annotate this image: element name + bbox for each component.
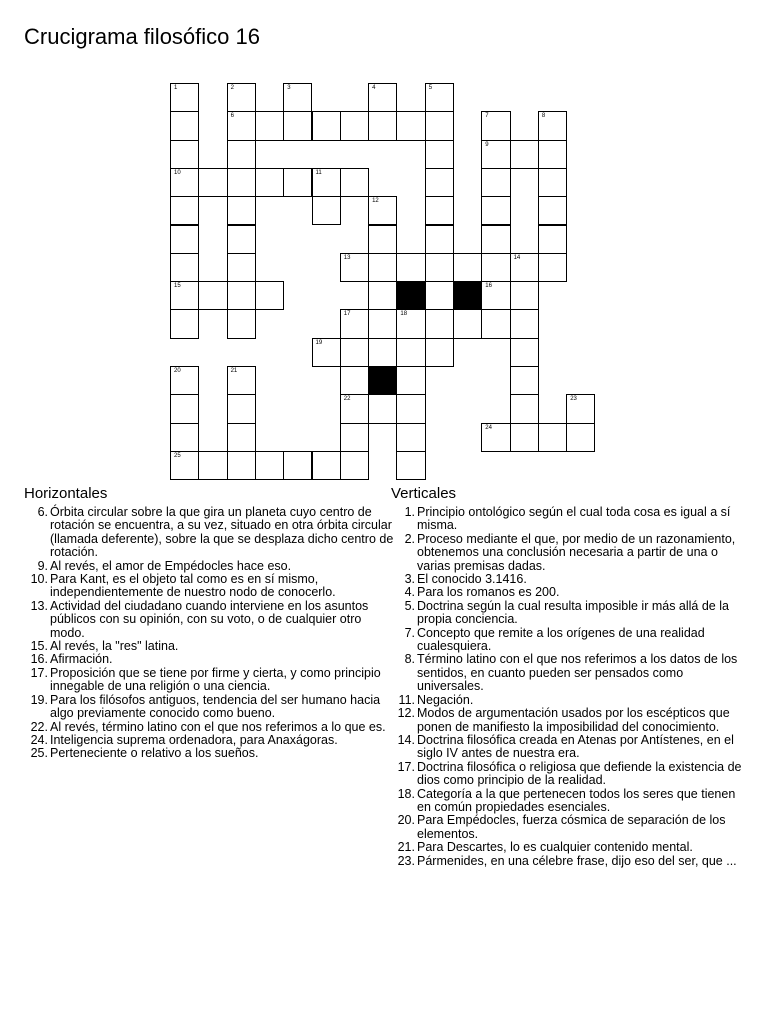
clue-number: 22. [30, 719, 48, 734]
clue-text: Inteligencia suprema ordenadora, para Anaxágoras. [50, 732, 338, 747]
cell-number: 12 [372, 198, 379, 205]
grid-cell[interactable] [283, 83, 312, 112]
grid-cell[interactable] [396, 111, 425, 140]
clue-number: 3. [404, 572, 415, 587]
grid-cell[interactable] [368, 196, 397, 225]
grid-cell[interactable] [481, 423, 510, 452]
clue-item [391, 533, 751, 573]
clue-item [24, 721, 394, 734]
grid-cell[interactable] [453, 309, 482, 338]
clue-item [391, 694, 751, 707]
clue-number: 23. [397, 853, 415, 868]
clue-number: 1. [404, 505, 415, 519]
grid-cell[interactable] [170, 168, 199, 197]
clue-number: 24. [30, 732, 48, 747]
grid-cell[interactable] [198, 281, 227, 310]
clue-text: Doctrina filosófica creada en Atenas por Antístenes, en el siglo IV antes de nuestra era. [417, 732, 734, 761]
grid-cell[interactable] [170, 83, 199, 112]
clue-number: 7. [404, 625, 415, 640]
clue-text: Para los romanos es 200. [417, 585, 560, 600]
clue-text: Perteneciente o relativo a los sueños. [50, 746, 259, 761]
grid-cell[interactable] [312, 451, 341, 480]
grid-cell[interactable] [170, 366, 199, 395]
clue-item [391, 855, 751, 868]
cell-number: 10 [174, 169, 181, 176]
grid-cell[interactable] [510, 394, 539, 423]
grid-cell[interactable] [227, 140, 256, 169]
grid-cell[interactable] [227, 168, 256, 197]
clue-text: Al revés, la "res" latina. [50, 639, 179, 654]
grid-cell[interactable] [538, 225, 567, 254]
grid-cell[interactable] [227, 423, 256, 452]
grid-cell[interactable] [340, 309, 369, 338]
clue-number: 16. [30, 652, 48, 667]
horizontal-clue-list [24, 506, 394, 761]
clue-item [391, 653, 751, 693]
grid-cell[interactable] [453, 253, 482, 282]
grid-cell[interactable] [396, 394, 425, 423]
grid-cell[interactable] [481, 111, 510, 140]
vertical-clues-section [391, 484, 751, 868]
grid-cell[interactable] [312, 338, 341, 367]
grid-cell[interactable] [312, 111, 341, 140]
clue-number: 14. [397, 732, 415, 747]
vertical-clue-list [391, 506, 751, 868]
clue-item [24, 573, 394, 600]
grid-cell[interactable] [340, 253, 369, 282]
grid-cell[interactable] [368, 225, 397, 254]
grid-cell[interactable] [425, 196, 454, 225]
grid-cell[interactable] [396, 451, 425, 480]
grid-cell[interactable] [170, 423, 199, 452]
grid-cell[interactable] [481, 168, 510, 197]
clue-number: 18. [397, 786, 415, 801]
grid-cell[interactable] [170, 111, 199, 140]
clue-number: 2. [404, 531, 415, 546]
clue-text: Para Kant, es el objeto tal como es en sí mismo, independientemente de nuestro nodo de conocerlo. [50, 572, 336, 600]
cell-number: 24 [485, 424, 492, 431]
grid-cell[interactable] [481, 140, 510, 169]
clue-text: El conocido 3.1416. [417, 572, 527, 587]
grid-cell[interactable] [425, 225, 454, 254]
grid-cell[interactable] [227, 225, 256, 254]
cell-number: 22 [343, 396, 351, 403]
grid-cell[interactable] [283, 111, 312, 140]
clue-text: Actividad del ciudadano cuando interviene en los asuntos públicos con su opinión, con su voto, o de cualquier otro modo. [50, 598, 369, 640]
grid-cell[interactable] [340, 366, 369, 395]
cell-number: 9 [485, 141, 489, 148]
cell-number: 16 [485, 283, 492, 290]
grid-cell[interactable] [368, 338, 397, 367]
grid-cell[interactable] [368, 281, 397, 310]
grid-cell[interactable] [396, 309, 425, 338]
grid-cell[interactable] [425, 168, 454, 197]
grid-cell[interactable] [538, 196, 567, 225]
page-title: Crucigrama filosófico 16 [24, 24, 260, 49]
clue-text: Para Empédocles, fuerza cósmica de separación de los elementos. [417, 813, 726, 841]
grid-cell[interactable] [255, 111, 284, 140]
clue-text: Al revés, el amor de Empédocles hace eso. [50, 558, 292, 573]
cell-number: 18 [400, 311, 408, 318]
cell-number: 25 [174, 452, 181, 459]
cell-number: 6 [230, 113, 234, 120]
grid-cell[interactable] [170, 451, 199, 480]
clue-item [391, 707, 751, 734]
clue-text: Proposición que se tiene por firme y cierta, y como principio innegable de una religión o una ciencia. [50, 665, 381, 694]
black-square [396, 281, 425, 310]
clue-item [391, 573, 751, 586]
clue-number: 19. [30, 692, 48, 707]
clue-item [391, 586, 751, 599]
grid-cell[interactable] [227, 309, 256, 338]
horizontal-clues-heading: Horizontales [24, 485, 108, 502]
grid-cell[interactable] [538, 423, 567, 452]
clue-item [24, 653, 394, 666]
grid-cell[interactable] [396, 338, 425, 367]
grid-cell[interactable] [396, 366, 425, 395]
clue-text: Para los filósofos antiguos, tendencia del ser humano hacia algo previamente conocido como bueno. [50, 692, 381, 721]
clue-text: Término latino con el que nos referimos a los datos de los sentidos, en cuanto pueden ser pensados como universales. [417, 652, 738, 694]
grid-cell[interactable] [481, 225, 510, 254]
cell-number: 1 [174, 85, 178, 91]
clue-item [391, 814, 751, 841]
grid-cell[interactable] [170, 309, 199, 338]
grid-cell[interactable] [227, 281, 256, 310]
grid-cell[interactable] [425, 253, 454, 282]
grid-cell[interactable] [340, 423, 369, 452]
clue-text: Principio ontológico según el cual toda cosa es igual a sí misma. [417, 505, 731, 533]
clue-item [391, 788, 751, 815]
clue-number: 6. [37, 505, 48, 519]
clue-item [24, 667, 394, 694]
grid-cell[interactable] [425, 338, 454, 367]
clue-item [24, 734, 394, 747]
clue-item [391, 627, 751, 654]
grid-cell[interactable] [312, 168, 341, 197]
grid-cell[interactable] [538, 140, 567, 169]
grid-cell[interactable] [227, 451, 256, 480]
grid-cell[interactable] [368, 309, 397, 338]
grid-cell[interactable] [481, 281, 510, 310]
grid-cell[interactable] [340, 338, 369, 367]
clue-text: Doctrina según la cual resulta imposible ir más allá de la propia conciencia. [417, 598, 729, 627]
grid-cell[interactable] [481, 196, 510, 225]
clue-number: 9. [37, 558, 48, 573]
grid-cell[interactable] [170, 140, 199, 169]
horizontal-clues-section [24, 484, 394, 761]
grid-cell[interactable] [425, 111, 454, 140]
grid-cell[interactable] [255, 168, 284, 197]
clue-item [391, 506, 751, 533]
clue-item [24, 506, 394, 560]
cell-number: 8 [541, 113, 546, 120]
cell-number: 21 [230, 368, 238, 374]
grid-cell[interactable] [368, 111, 397, 140]
grid-cell[interactable] [198, 451, 227, 480]
clue-number: 12. [397, 706, 415, 721]
grid-cell[interactable] [425, 309, 454, 338]
cell-number: 2 [230, 85, 234, 91]
grid-cell[interactable] [340, 451, 369, 480]
cell-number: 20 [174, 368, 181, 374]
clue-number: 13. [30, 598, 48, 613]
clue-text: Modos de argumentación usados por los escépticos que ponen de manifiesto la imposibilidad del conocimiento. [417, 706, 730, 734]
clue-number: 25. [30, 746, 48, 761]
grid-cell[interactable] [312, 196, 341, 225]
clue-text: Categoría a la que pertenecen todos los seres que tienen en común propiedades esenciales. [417, 786, 736, 814]
grid-cell[interactable] [227, 111, 256, 140]
grid-cell[interactable] [227, 394, 256, 423]
clue-item [24, 747, 394, 760]
cell-number: 19 [315, 339, 323, 346]
clue-item [24, 640, 394, 653]
grid-cell[interactable] [227, 83, 256, 112]
grid-cell[interactable] [170, 281, 199, 310]
grid-cell[interactable] [396, 253, 425, 282]
grid-cell[interactable] [255, 281, 284, 310]
clue-number: 5. [404, 598, 415, 613]
clue-number: 11. [398, 692, 415, 707]
clue-number: 17. [397, 759, 415, 774]
clue-text: Al revés, término latino con el que nos referimos a lo que es. [50, 719, 386, 734]
grid-cell[interactable] [510, 281, 539, 310]
clue-number: 21. [397, 840, 415, 855]
grid-cell[interactable] [227, 253, 256, 282]
grid-cell[interactable] [566, 423, 595, 452]
grid-cell[interactable] [283, 451, 312, 480]
cell-number: 11 [315, 169, 322, 176]
grid-cell[interactable] [170, 253, 199, 282]
grid-cell[interactable] [368, 394, 397, 423]
clue-item [391, 734, 751, 761]
clue-item [24, 694, 394, 721]
grid-cell[interactable] [510, 423, 539, 452]
grid-cell[interactable] [510, 140, 539, 169]
clue-item [391, 841, 751, 854]
clue-text: Pármenides, en una célebre frase, dijo eso del ser, que ... [417, 853, 737, 868]
crossword-grid [0, 0, 768, 470]
grid-cell[interactable] [368, 83, 397, 112]
grid-cell[interactable] [425, 281, 454, 310]
clue-text: Afirmación. [50, 652, 113, 667]
grid-cell[interactable] [538, 111, 567, 140]
grid-cell[interactable] [198, 168, 227, 197]
grid-cell[interactable] [510, 253, 539, 282]
black-square [453, 281, 482, 310]
cell-number: 7 [485, 113, 489, 120]
grid-cell[interactable] [170, 394, 199, 423]
grid-cell[interactable] [538, 253, 567, 282]
cell-number: 4 [372, 85, 376, 91]
clue-number: 17. [30, 665, 48, 680]
grid-cell[interactable] [170, 196, 199, 225]
clue-text: Órbita circular sobre la que gira un planeta cuyo centro de rotación se encuentra, a su vez, situado en otra órbita circular (llamada deferente), sobre la que se desplaza dicho centro de rotación. [50, 505, 394, 560]
clue-item [24, 600, 394, 640]
grid-cell[interactable] [255, 451, 284, 480]
vertical-clues-heading: Verticales [391, 485, 457, 502]
grid-cell[interactable] [170, 225, 199, 254]
grid-cell[interactable] [566, 394, 595, 423]
grid-cell[interactable] [396, 423, 425, 452]
cell-number: 15 [174, 283, 181, 290]
clue-number: 15. [30, 639, 48, 654]
cell-number: 17 [343, 311, 351, 318]
grid-cell[interactable] [227, 196, 256, 225]
grid-cell[interactable] [340, 111, 369, 140]
black-square [368, 366, 397, 395]
clue-number: 10. [30, 572, 48, 587]
clue-text: Para Descartes, lo es cualquier contenido mental. [417, 840, 693, 855]
clue-text: Negación. [417, 692, 474, 707]
clue-number: 20. [397, 813, 415, 828]
grid-cell[interactable] [510, 338, 539, 367]
clue-item [391, 761, 751, 788]
grid-cell[interactable] [340, 168, 369, 197]
grid-cell[interactable] [227, 366, 256, 395]
clue-number: 8. [404, 652, 415, 667]
cell-number: 3 [287, 85, 291, 91]
grid-cell[interactable] [538, 168, 567, 197]
clue-number: 4. [404, 585, 415, 600]
grid-cell[interactable] [510, 366, 539, 395]
grid-cell[interactable] [340, 394, 369, 423]
clue-item [391, 600, 751, 627]
clue-text: Proceso mediante el que, por medio de un razonamiento, obtenemos una conclusión necesaria a partir de una o varias premisas dadas. [417, 531, 736, 573]
clue-text: Doctrina filosófica o religiosa que defiende la existencia de dios como principio de la realidad. [417, 759, 742, 788]
grid-cell[interactable] [481, 309, 510, 338]
grid-cell[interactable] [481, 253, 510, 282]
cell-number: 14 [513, 254, 521, 261]
grid-cell[interactable] [368, 253, 397, 282]
grid-cell[interactable] [425, 140, 454, 169]
clue-item [24, 560, 394, 573]
grid-cell[interactable] [283, 168, 312, 197]
cell-number: 5 [428, 85, 433, 91]
grid-cell[interactable] [425, 83, 454, 112]
clue-text: Concepto que remite a los orígenes de una realidad cualesquiera. [417, 625, 705, 654]
cell-number: 13 [343, 254, 351, 261]
cell-number: 23 [570, 396, 577, 403]
grid-cell[interactable] [510, 309, 539, 338]
